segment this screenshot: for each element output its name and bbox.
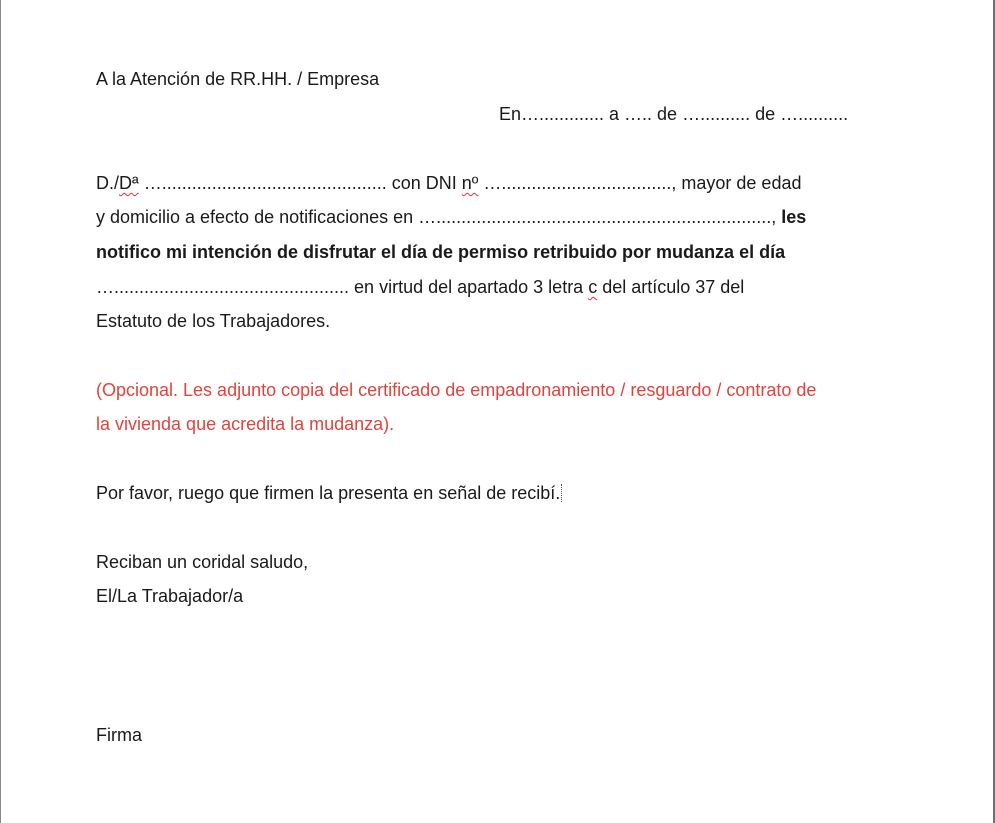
paragraph-line-5: Estatuto de los Trabajadores. bbox=[96, 311, 331, 331]
optional-line-1: (Opcional. Les adjunto copia del certificado de empadronamiento / resguardo / contrato de bbox=[96, 380, 817, 400]
closing-worker: El/La Trabajador/a bbox=[96, 586, 244, 606]
paragraph-line-4 bbox=[96, 276, 744, 298]
domicile-text: y domicilio a efecto de notificaciones en …..................................................................., bbox=[96, 207, 782, 227]
paragraph-line-1 bbox=[96, 172, 801, 194]
legal-basis-text: …............................................... en virtud del apartado 3 letra bbox=[96, 277, 589, 297]
article-text: del artículo 37 del bbox=[597, 277, 745, 297]
letter-c-misspelled: c bbox=[588, 277, 598, 297]
optional-line-2: la vivienda que acredita la mudanza). bbox=[96, 414, 395, 434]
request-text: Por favor, ruego que firmen la presenta en señal de recibí. bbox=[96, 483, 561, 503]
signature-label: Firma bbox=[96, 725, 142, 745]
name-dni-text: …............................................. con DNI bbox=[138, 173, 462, 193]
title-prefix: D./ bbox=[96, 173, 120, 193]
age-text: ….................................., mayor de edad bbox=[478, 173, 802, 193]
title-abbrev-misspelled: Dª bbox=[119, 173, 139, 193]
request-line bbox=[96, 482, 563, 504]
page-left-border bbox=[0, 0, 1, 823]
closing-greeting: Reciban un coridal saludo, bbox=[96, 552, 309, 572]
paragraph-line-2 bbox=[96, 206, 806, 228]
place-date-line: En…............. a ….. de ….......... de ….......... bbox=[499, 104, 849, 124]
numero-abbrev-misspelled: nº bbox=[461, 173, 479, 193]
paragraph-line-3-bold: notifico mi intención de disfrutar el día de permiso retribuido por mudanza el día bbox=[96, 242, 786, 262]
recipient-line: A la Atención de RR.HH. / Empresa bbox=[96, 69, 380, 89]
notice-bold-start: les bbox=[781, 207, 807, 227]
text-cursor[interactable] bbox=[561, 484, 563, 502]
